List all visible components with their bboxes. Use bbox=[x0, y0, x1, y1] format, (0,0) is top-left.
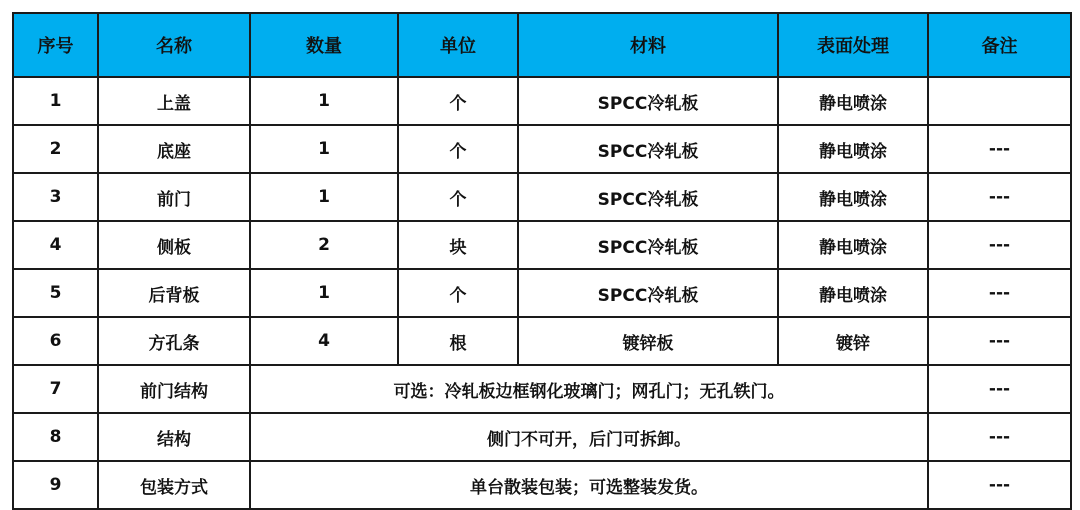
header-qty: 数量 bbox=[250, 13, 398, 77]
cell-no: 5 bbox=[13, 269, 98, 317]
cell-material: SPCC冷轧板 bbox=[518, 125, 778, 173]
table-row bbox=[13, 461, 1071, 509]
table-row bbox=[13, 221, 1071, 269]
cell-no: 7 bbox=[13, 365, 98, 413]
cell-unit: 个 bbox=[398, 77, 518, 125]
cell-unit: 个 bbox=[398, 125, 518, 173]
cell-unit: 块 bbox=[398, 221, 518, 269]
cell-material: SPCC冷轧板 bbox=[518, 173, 778, 221]
cell-qty: 1 bbox=[250, 77, 398, 125]
table-row bbox=[13, 365, 1071, 413]
cell-qty: 4 bbox=[250, 317, 398, 365]
table-row bbox=[13, 413, 1071, 461]
cell-material: SPCC冷轧板 bbox=[518, 77, 778, 125]
header-note: 备注 bbox=[928, 13, 1071, 77]
table-row bbox=[13, 317, 1071, 365]
table-row bbox=[13, 173, 1071, 221]
cell-qty: 1 bbox=[250, 269, 398, 317]
cell-material: SPCC冷轧板 bbox=[518, 221, 778, 269]
cell-qty: 1 bbox=[250, 125, 398, 173]
spec-table bbox=[12, 12, 1072, 510]
cell-unit: 根 bbox=[398, 317, 518, 365]
header-unit: 单位 bbox=[398, 13, 518, 77]
header-finish: 表面处理 bbox=[778, 13, 928, 77]
cell-name: 底座 bbox=[98, 125, 250, 173]
cell-finish: 静电喷涂 bbox=[778, 173, 928, 221]
cell-name: 前门 bbox=[98, 173, 250, 221]
cell-finish: 静电喷涂 bbox=[778, 269, 928, 317]
cell-note: --- bbox=[928, 365, 1071, 413]
cell-description: 单台散装包装；可选整装发货。 bbox=[250, 461, 928, 509]
cell-note: --- bbox=[928, 317, 1071, 365]
cell-name: 结构 bbox=[98, 413, 250, 461]
cell-note bbox=[928, 77, 1071, 125]
table-row bbox=[13, 77, 1071, 125]
cell-unit: 个 bbox=[398, 269, 518, 317]
cell-qty: 1 bbox=[250, 173, 398, 221]
cell-no: 9 bbox=[13, 461, 98, 509]
header-name: 名称 bbox=[98, 13, 250, 77]
table-row bbox=[13, 269, 1071, 317]
header-no: 序号 bbox=[13, 13, 98, 77]
cell-note: --- bbox=[928, 413, 1071, 461]
cell-material: 镀锌板 bbox=[518, 317, 778, 365]
table-row bbox=[13, 125, 1071, 173]
cell-no: 3 bbox=[13, 173, 98, 221]
cell-finish: 镀锌 bbox=[778, 317, 928, 365]
cell-qty: 2 bbox=[250, 221, 398, 269]
cell-no: 4 bbox=[13, 221, 98, 269]
cell-finish: 静电喷涂 bbox=[778, 77, 928, 125]
header-material: 材料 bbox=[518, 13, 778, 77]
cell-material: SPCC冷轧板 bbox=[518, 269, 778, 317]
cell-note: --- bbox=[928, 125, 1071, 173]
cell-description: 侧门不可开，后门可拆卸。 bbox=[250, 413, 928, 461]
cell-name: 前门结构 bbox=[98, 365, 250, 413]
cell-name: 后背板 bbox=[98, 269, 250, 317]
cell-unit: 个 bbox=[398, 173, 518, 221]
cell-note: --- bbox=[928, 221, 1071, 269]
cell-description: 可选：冷轧板边框钢化玻璃门；网孔门；无孔铁门。 bbox=[250, 365, 928, 413]
cell-name: 方孔条 bbox=[98, 317, 250, 365]
cell-note: --- bbox=[928, 461, 1071, 509]
cell-note: --- bbox=[928, 173, 1071, 221]
cell-no: 6 bbox=[13, 317, 98, 365]
cell-note: --- bbox=[928, 269, 1071, 317]
cell-name: 侧板 bbox=[98, 221, 250, 269]
cell-no: 2 bbox=[13, 125, 98, 173]
cell-no: 1 bbox=[13, 77, 98, 125]
cell-name: 上盖 bbox=[98, 77, 250, 125]
cell-finish: 静电喷涂 bbox=[778, 125, 928, 173]
cell-finish: 静电喷涂 bbox=[778, 221, 928, 269]
header-row bbox=[13, 13, 1071, 77]
cell-no: 8 bbox=[13, 413, 98, 461]
cell-name: 包装方式 bbox=[98, 461, 250, 509]
